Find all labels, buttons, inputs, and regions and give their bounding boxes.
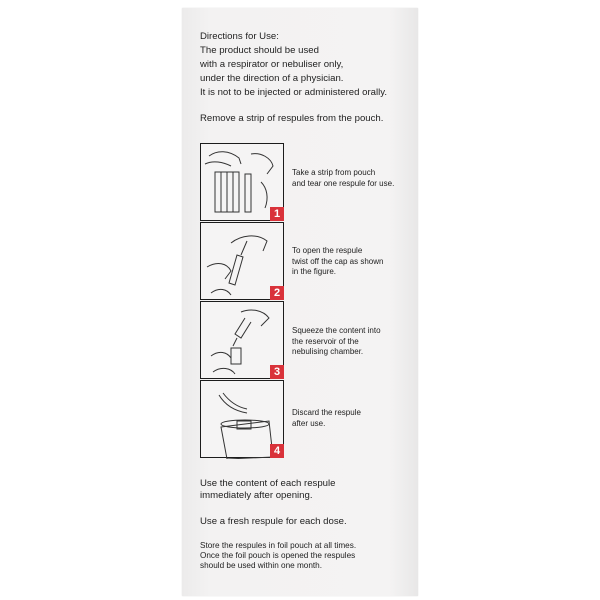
directions-line: The product should be used (200, 45, 319, 56)
directions-heading: Directions for Use: (200, 31, 279, 42)
fresh-respule-text: Use a fresh respule for each dose. (200, 516, 347, 527)
step-number-badge: 1 (270, 207, 284, 221)
step-number-badge: 3 (270, 365, 284, 379)
step-3-illustration (200, 301, 284, 379)
storage-line: Store the respules in foil pouch at all times. (200, 541, 357, 550)
step-line: Squeeze the content into (292, 326, 381, 335)
step-line: nebulising chamber. (292, 347, 364, 356)
use-content-line: Use the content of each respule (200, 478, 336, 489)
step-2-illustration (200, 222, 284, 300)
step-line: and tear one respule for use. (292, 178, 395, 188)
directions-line: under the direction of a physician. (200, 73, 344, 84)
directions-line: It is not to be injected or administered orally. (200, 87, 387, 98)
directions-line: with a respirator or nebuliser only, (200, 59, 344, 70)
storage-line: Once the foil pouch is opened the respules (200, 551, 356, 560)
step-line: after use. (292, 418, 326, 428)
storage-line: should be used within one month. (200, 561, 322, 570)
step-4-text (292, 408, 361, 429)
step-2-text (292, 246, 383, 278)
storage-text (200, 541, 356, 571)
step-line: in the figure. (292, 267, 337, 276)
step-number-badge: 2 (270, 286, 284, 300)
step-line: Discard the respule (292, 408, 361, 417)
step-line: the reservoir of the (292, 336, 359, 346)
step-1-text (292, 168, 394, 189)
remove-strip-text: Remove a strip of respules from the pouch. (200, 113, 384, 124)
use-content-line: immediately after opening. (200, 489, 313, 501)
step-number-badge: 4 (270, 444, 284, 458)
step-line: To open the respule (292, 246, 363, 255)
directions-block (200, 30, 387, 100)
step-line: Take a strip from pouch (292, 168, 376, 177)
step-1-illustration (200, 143, 284, 221)
step-line: twist off the cap as shown (292, 256, 384, 266)
step-3-text (292, 326, 381, 358)
step-4-illustration (200, 380, 284, 458)
use-content-text (200, 478, 335, 501)
